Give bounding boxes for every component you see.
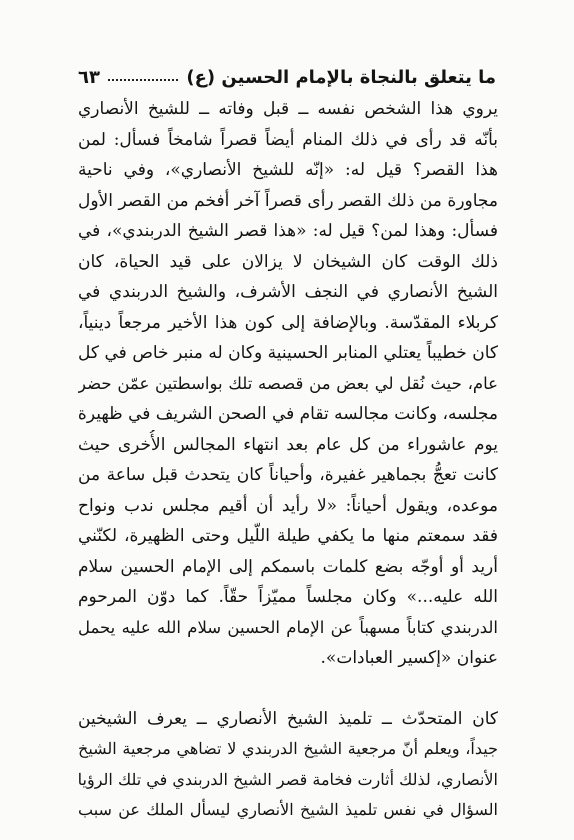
text-line: الشيخ الأنصاري في النجف الأشرف، والشيخ الدربندي في (78, 282, 498, 302)
text-line: موعده، ويقول أحياناً: «لا رأيد أن أقيم مجلس ندب ونواح (78, 495, 498, 516)
text-line: الدربندي كتاباً مسهباً عن الإمام الحسين سلام الله عليه يحمل (78, 617, 498, 637)
text-line: أريد أو أوجّه بضع كلمات باسمكم إلى الإمام الحسين سلام (78, 556, 498, 577)
paragraph-gap (78, 674, 498, 704)
text-line: هذا القصر؟ قيل له: «إنّه للشيخ الأنصاري»، وفي ناحية (78, 160, 498, 180)
text-line: جيداً، ويعلم أنّ مرجعية الشيخ الدربندي لا تضاهي مرجعية الشيخ (78, 739, 498, 758)
text-line: بأنّه قد رأى في ذلك المنام أيضاً قصراً شامخاً فسأل: لمن (78, 129, 498, 150)
page-number: ٦٣ (78, 67, 100, 88)
paragraph-1 (78, 94, 498, 674)
text-line: الأنصاري، لذلك أثارت فخامة قصر الشيخ الدربندي في تلك الرؤيا (78, 769, 498, 789)
text-line: فقد سمعتم منها ما يكفي طيلة اللّيل وحتى الظهيرة، لكنّني (78, 526, 498, 546)
header-title: ما يتعلق بالنجاة بالإمام الحسين (ع) (186, 67, 496, 88)
text-line: عام، حيث نُقل لي بعض من قصصه تلك بواسطتين عمّن حضر (78, 373, 498, 393)
text-line: السؤال في نفس تلميذ الشيخ الأنصاري ليسأل الملك عن سبب (78, 800, 498, 819)
text-line: مجاورة من ذلك القصر رأى قصراً آخر أفخم من القصر الأول (78, 190, 498, 211)
paragraph-2 (78, 704, 498, 826)
text-line: الله عليه...» وكان مجلساً مميّزاً حقّاً. كما دوّن المرحوم (78, 587, 498, 607)
text-line: مجلسه، وكانت مجالسه تقام في الصحن الشريف في ظهيرة (78, 404, 498, 424)
text-line: يروي هذا الشخص نفسه ــ قبل وفاته ــ للشيخ الأنصاري (78, 99, 498, 119)
text-line: كان المتحدّث ــ تلميذ الشيخ الأنصاري ــ يعرف الشيخين (78, 708, 498, 729)
header-dot-leader (108, 79, 178, 81)
text-line: ذلك الوقت كان الشيخان لا يزالان على قيد الحياة، كان (78, 251, 498, 272)
text-line: كانت تعجُّ بجماهير غفيرة، وأحياناً كان يتحدث قبل ساعة من (78, 465, 498, 485)
running-header (78, 60, 496, 88)
page-body (78, 94, 498, 826)
text-line: كربلاء المقدّسة. وبالإضافة إلى كون هذا الأخير مرجعاً دينياً، (78, 312, 498, 333)
text-line: كان خطيباً يعتلي المنابر الحسينية وكان له منبر خاص في كل (78, 343, 498, 363)
text-line: عنوان «إكسير العبادات». (320, 648, 498, 668)
text-line: فسأل: وهذا لمن؟ قيل له: «هذا قصر الشيخ الدربندي»، في (78, 221, 498, 241)
text-line: يوم عاشوراء من كل عام بعد انتهاء المجالس الأُخرى حيث (78, 434, 498, 455)
